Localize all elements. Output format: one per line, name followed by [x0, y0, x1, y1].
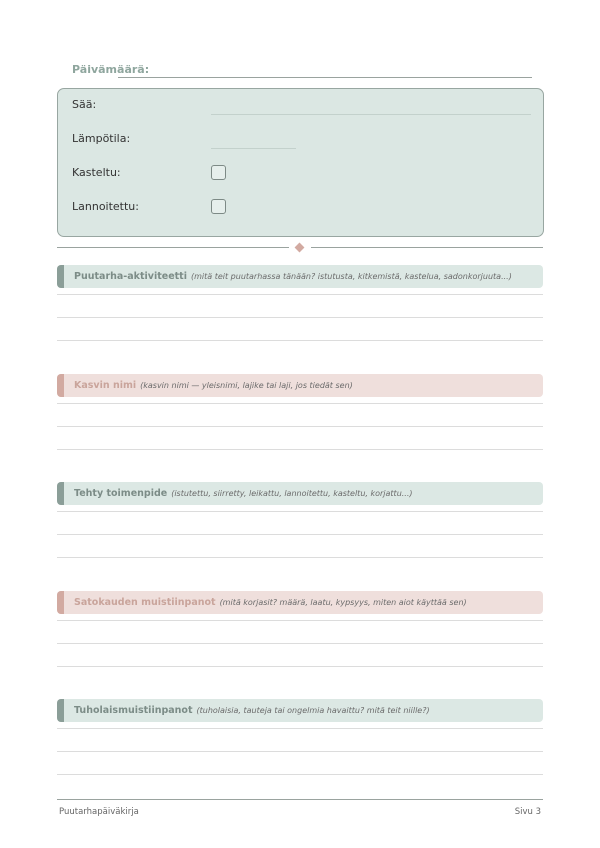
- weather-label: Sää:: [72, 98, 97, 111]
- writing-line[interactable]: [57, 511, 543, 512]
- section-pest-notes: [57, 699, 543, 722]
- section-accent-bar: [57, 591, 64, 614]
- section-hint: (kasvin nimi — yleisnimi, lajike tai laji, jos tiedät sen): [140, 381, 353, 390]
- watered-checkbox[interactable]: [211, 165, 226, 180]
- writing-line[interactable]: [57, 403, 543, 404]
- section-garden-activity: [57, 265, 543, 288]
- divider-right: [311, 247, 543, 248]
- writing-line[interactable]: [57, 557, 543, 558]
- diamond-ornament-icon: [295, 243, 305, 253]
- section-title: Puutarha-aktiviteetti: [74, 271, 187, 282]
- writing-line[interactable]: [57, 620, 543, 621]
- section-hint: (tuholaisia, tauteja tai ongelmia havaittu? mitä teit niille?): [196, 706, 430, 715]
- section-hint: (mitä teit puutarhassa tänään? istutusta, kitkemistä, kastelua, sadonkorjuuta...): [190, 272, 512, 281]
- weather-input-line[interactable]: [211, 114, 531, 115]
- conditions-box: [57, 88, 544, 237]
- fertilized-label: Lannoitettu:: [72, 200, 139, 213]
- footer-page-number: Sivu 3: [514, 807, 541, 817]
- footer-divider: [57, 799, 543, 800]
- divider-left: [57, 247, 289, 248]
- writing-line[interactable]: [57, 643, 543, 644]
- section-title: Tuholaismuistiinpanot: [74, 705, 193, 716]
- writing-line[interactable]: [57, 534, 543, 535]
- footer-journal-title: Puutarhapäiväkirja: [59, 807, 139, 817]
- section-plant-name: [57, 374, 543, 397]
- section-accent-bar: [57, 265, 64, 288]
- date-row: [72, 62, 532, 80]
- section-accent-bar: [57, 699, 64, 722]
- writing-line[interactable]: [57, 666, 543, 667]
- watered-label: Kasteltu:: [72, 166, 121, 179]
- section-hint: (istutettu, siirretty, leikattu, lannoitettu, kasteltu, korjattu...): [171, 489, 413, 498]
- writing-line[interactable]: [57, 774, 543, 775]
- temperature-label: Lämpötila:: [72, 132, 131, 145]
- section-hint: (mitä korjasit? määrä, laatu, kypsyys, miten aiot käyttää sen): [219, 598, 467, 607]
- section-title: Tehty toimenpide: [74, 488, 168, 499]
- section-accent-bar: [57, 482, 64, 505]
- section-action-taken: [57, 482, 543, 505]
- writing-line[interactable]: [57, 426, 543, 427]
- section-harvest-notes: [57, 591, 543, 614]
- writing-line[interactable]: [57, 728, 543, 729]
- section-title: Satokauden muistiinpanot: [74, 597, 216, 608]
- date-label: Päivämäärä:: [72, 63, 150, 76]
- temperature-input-line[interactable]: [211, 148, 296, 149]
- date-input-line[interactable]: [118, 77, 532, 78]
- section-title: Kasvin nimi: [74, 380, 137, 391]
- section-accent-bar: [57, 374, 64, 397]
- writing-line[interactable]: [57, 751, 543, 752]
- writing-line[interactable]: [57, 449, 543, 450]
- writing-line[interactable]: [57, 317, 543, 318]
- writing-line[interactable]: [57, 294, 543, 295]
- writing-line[interactable]: [57, 340, 543, 341]
- fertilized-checkbox[interactable]: [211, 199, 226, 214]
